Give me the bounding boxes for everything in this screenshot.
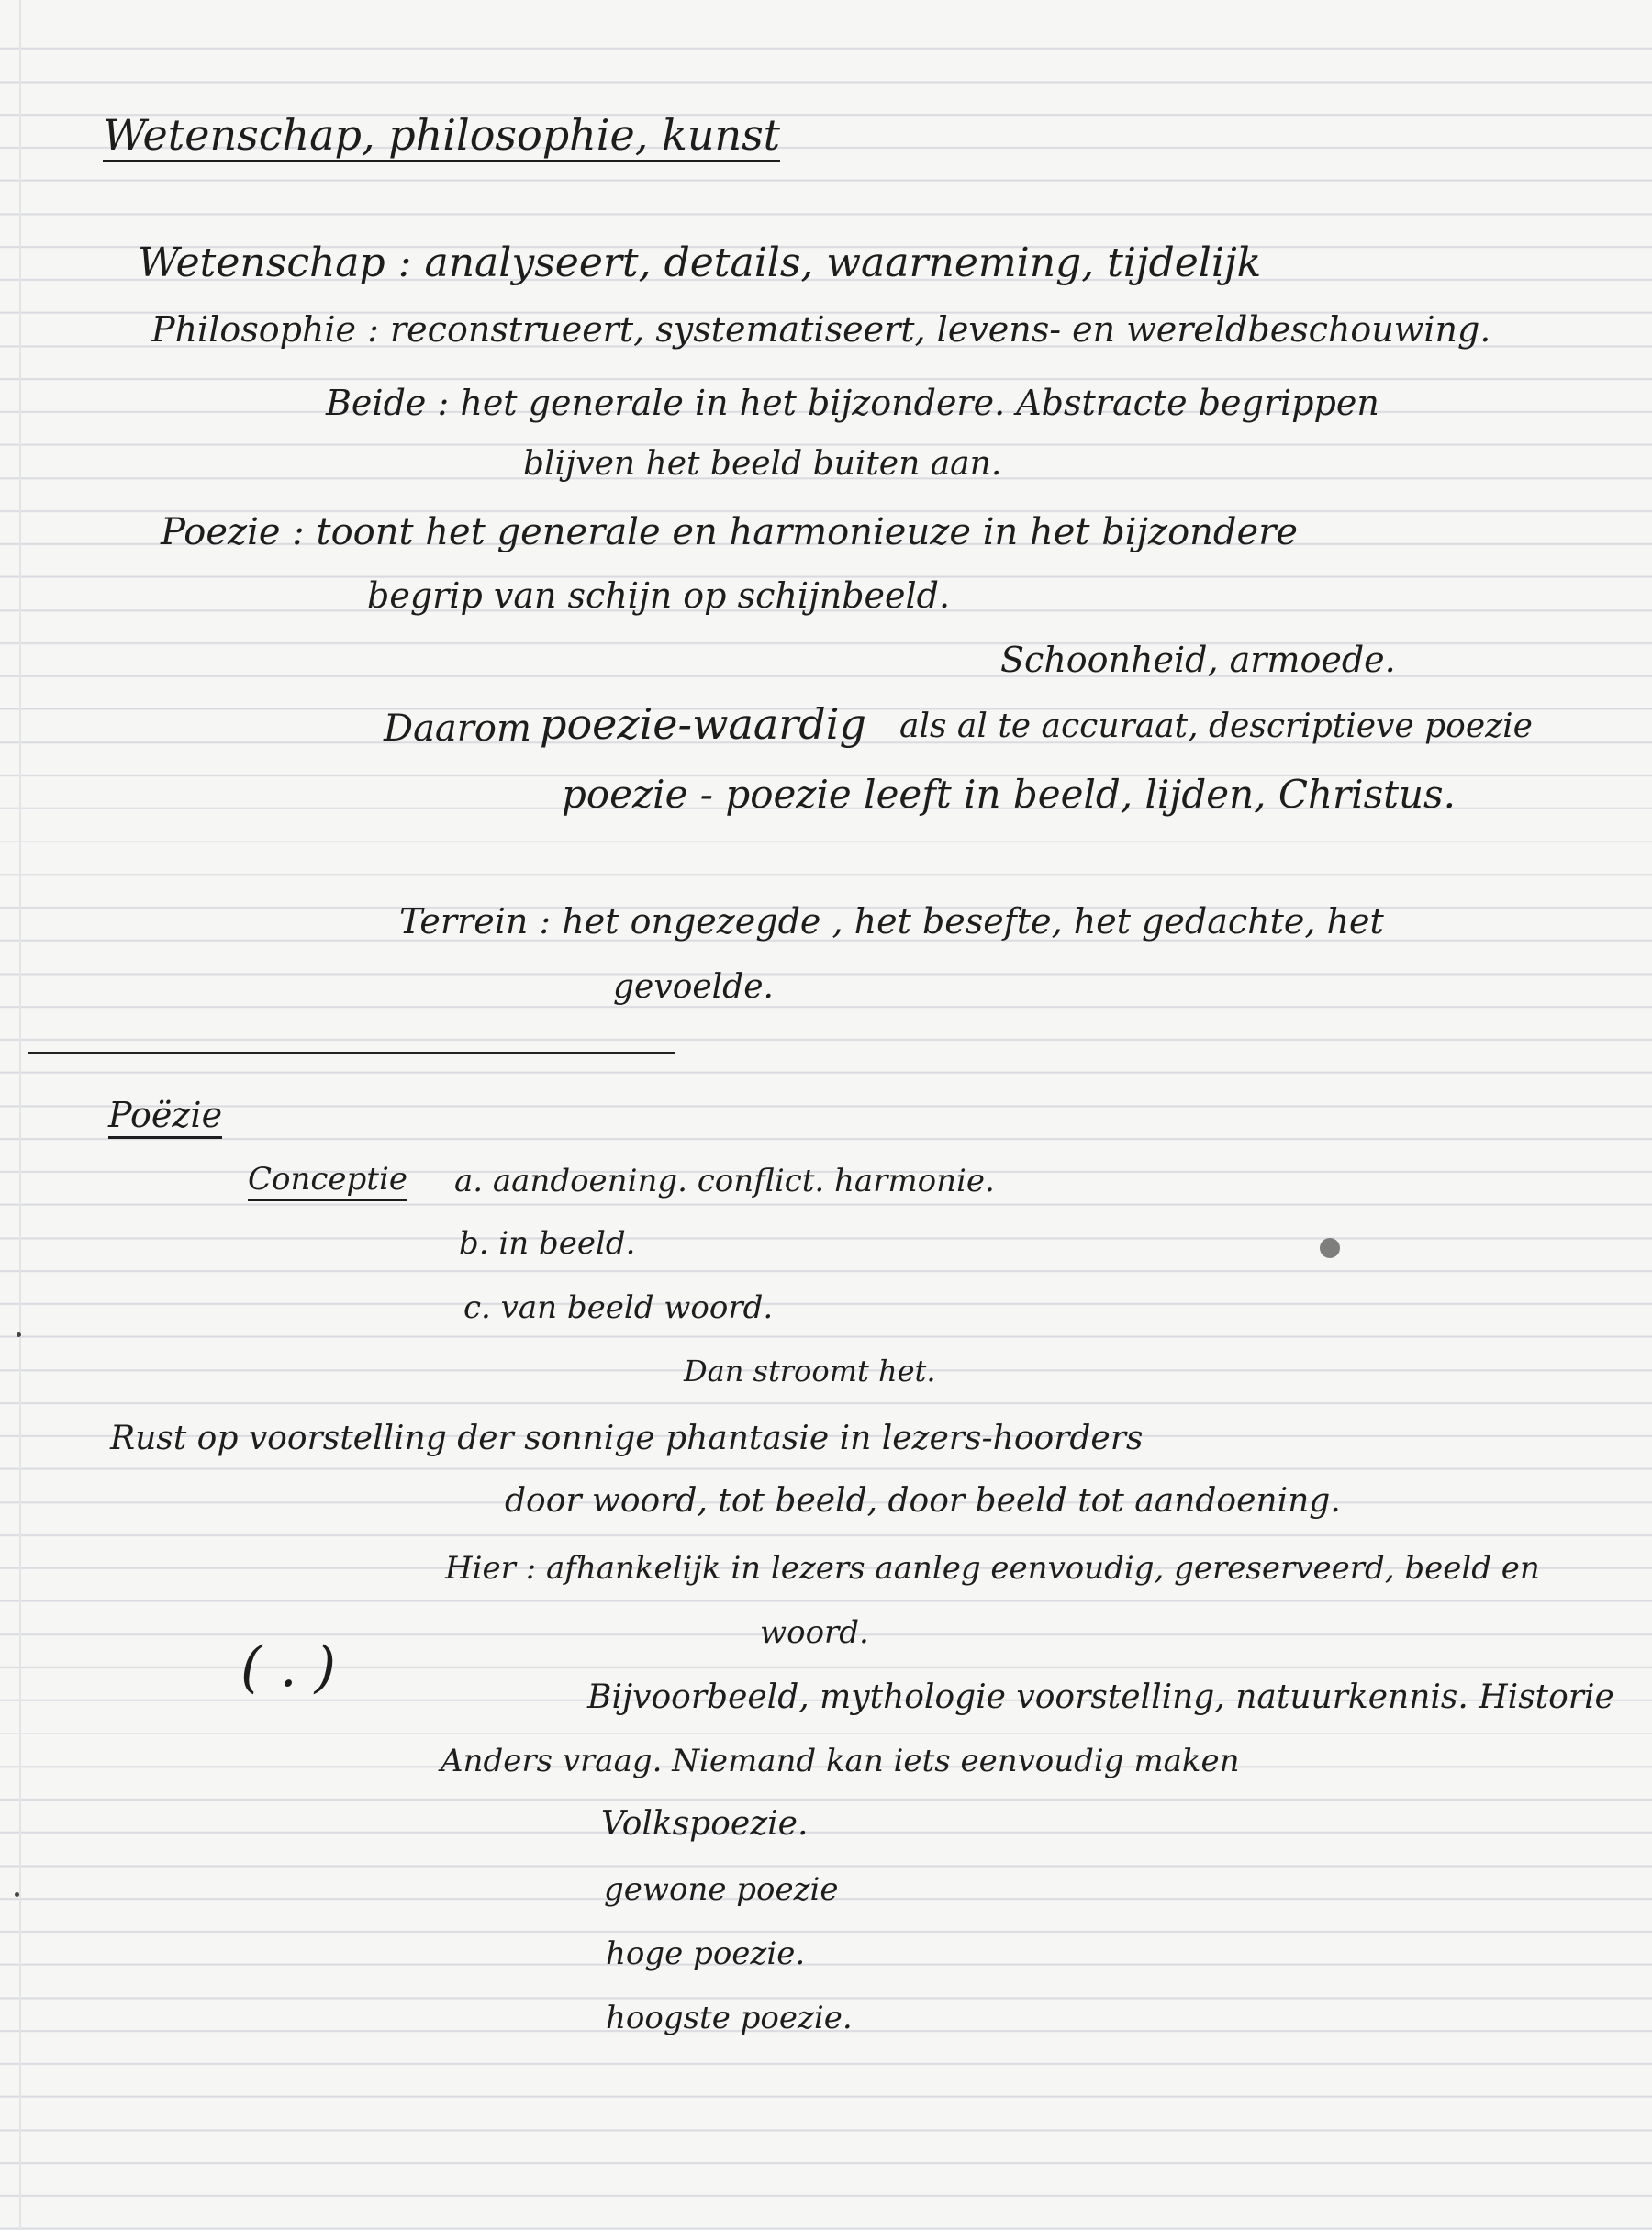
line-daarom: Daarom [384, 708, 531, 750]
line-anders: Anders vraag. Niemand kan iets eenvoudig maken [441, 1743, 1240, 1779]
poezie-list-item-1: Volkspoezie. [601, 1805, 809, 1843]
line-philosophie: Philosophie : reconstrueert, systematiseert, levens- en wereldbeschouwing. [151, 309, 1491, 350]
section-divider [28, 1052, 675, 1054]
conceptie-c: c. van beeld woord. [463, 1289, 774, 1326]
line-wetenschap: Wetenschap : analyseert, details, waarneming, tijdelijk [138, 240, 1262, 286]
line-dan-stroomt: Dan stroomt het. [684, 1354, 936, 1388]
line-poezie-cont: begrip van schijn op schijnbeeld. [367, 575, 951, 616]
line-accuraat: als al te accuraat, descriptieve poezie [899, 708, 1533, 745]
line-door-woord: door woord, tot beeld, door beeld tot aandoening. [505, 1482, 1341, 1520]
section-title: Wetenschap, philosophie, kunst [103, 114, 780, 162]
line-schoonheid: Schoonheid, armoede. [1000, 640, 1396, 680]
line-christus: poezie - poezie leeft in beeld, lijden, Christus. [562, 772, 1456, 817]
line-terrein: Terrein : het ongezegde , het besefte, het gedachte, het [399, 901, 1384, 942]
line-gevoelde: gevoelde. [613, 968, 774, 1006]
conceptie-b: b. in beeld. [459, 1225, 636, 1262]
line-poezie-waardig: poezie-waardig [540, 699, 866, 749]
poezie-list-item-2: gewone poezie [604, 1871, 839, 1908]
label-conceptie: Conceptie [248, 1164, 407, 1201]
conceptie-a: a. aandoening. conflict. harmonie. [454, 1163, 995, 1199]
poezie-list-item-3: hoge poezie. [606, 1935, 806, 1972]
poezie-list-item-4: hoogste poezie. [606, 2000, 853, 2036]
parenthesis-mark: ( . ) [240, 1635, 337, 1700]
ink-dot [17, 1332, 21, 1337]
ink-dot [15, 1892, 19, 1897]
section-heading-poezie: Poëzie [108, 1098, 222, 1139]
ink-smudge [1320, 1238, 1340, 1258]
line-woord: woord. [760, 1614, 869, 1651]
line-rust-op: Rust op voorstelling der sonnige phantasie in lezers-hoorders [110, 1420, 1144, 1457]
line-beide: Beide : het generale in het bijzondere. Abstracte begrippen [326, 383, 1379, 423]
line-bijvoorbeeld: Bijvoorbeeld, mythologie voorstelling, natuurkennis. Historie [587, 1678, 1614, 1716]
line-poezie-def: Poezie : toont het generale en harmonieuze in het bijzondere [161, 511, 1298, 553]
line-beide-cont: blijven het beeld buiten aan. [523, 445, 1002, 483]
line-hier: Hier : afhankelijk in lezers aanleg eenvoudig, gereserveerd, beeld en [445, 1550, 1540, 1587]
